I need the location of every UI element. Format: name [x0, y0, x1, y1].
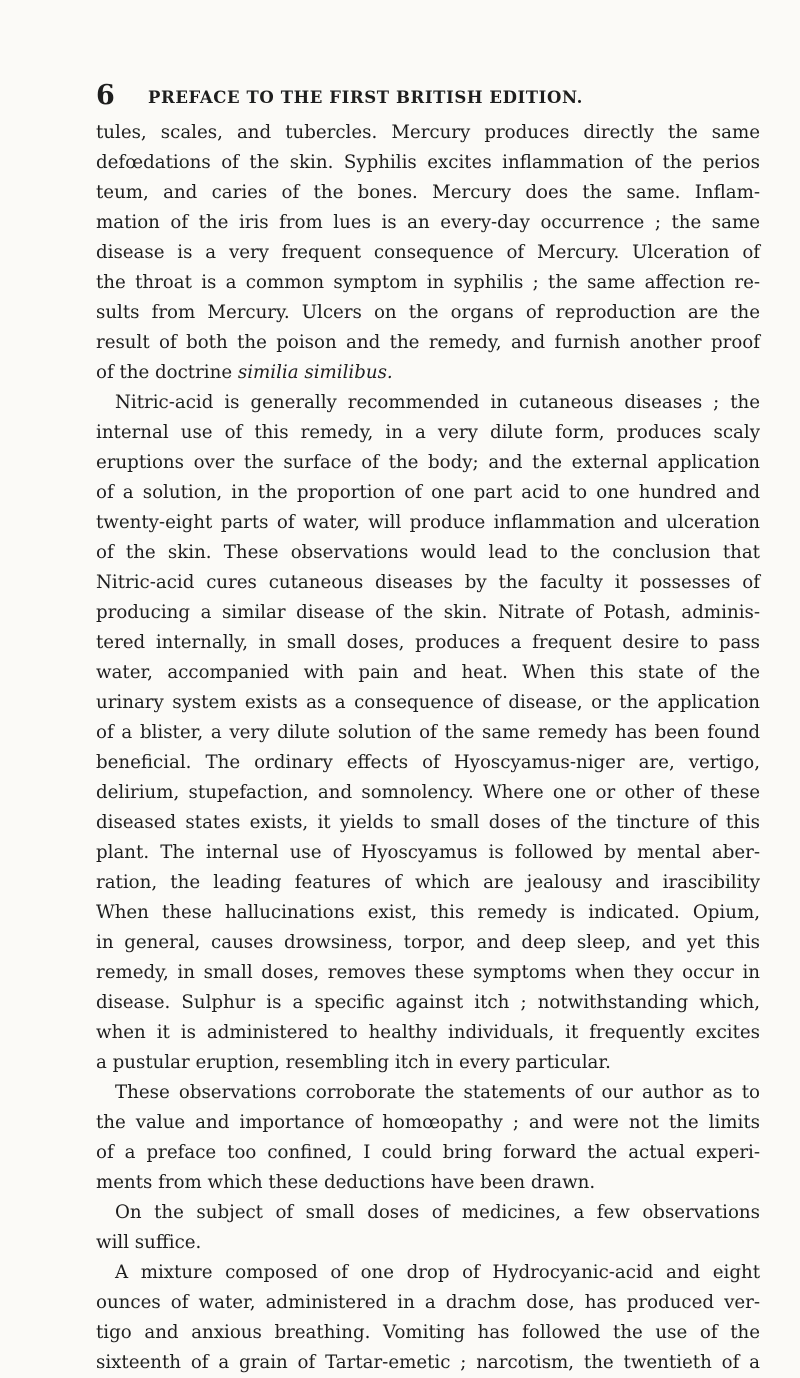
text-line: of a preface too confined, I could bring forward the actual experi- [96, 1142, 760, 1163]
italic-phrase: similia similibus. [237, 362, 393, 383]
text-line: sults from Mercury. Ulcers on the organs of reproduction are the [96, 302, 760, 323]
text-line: When these hallucinations exist, this remedy is indicated. Opium, [96, 902, 760, 923]
page-body [96, 118, 760, 1378]
text-line: will suffice. [96, 1232, 202, 1253]
text-line: disease is a very frequent consequence of Mercury. Ulceration of [96, 242, 760, 263]
text-line: ounces of water, administered in a drachm dose, has produced ver- [96, 1292, 760, 1313]
text-line: eruptions over the surface of the body; and the external application [96, 452, 760, 473]
paragraph-first-line: Nitric-acid is generally recommended in cutaneous diseases ; the [115, 392, 760, 413]
text-line: mation of the iris from lues is an every-day occurrence ; the same [96, 212, 760, 233]
text-line: ments from which these deductions have been drawn. [96, 1172, 596, 1193]
text-line: diseased states exists, it yields to small doses of the tincture of this [96, 812, 760, 833]
text-line: result of both the poison and the remedy, and furnish another proof [96, 332, 760, 353]
text-line: ration, the leading features of which are jealousy and irascibility [96, 872, 760, 893]
text-line: of a solution, in the proportion of one part acid to one hundred and [96, 482, 760, 503]
text-line: tered internally, in small doses, produces a frequent desire to pass [96, 632, 760, 653]
text-line: urinary system exists as a consequence of disease, or the application [96, 692, 760, 713]
text-line: sixteenth of a grain of Tartar-emetic ; narcotism, the twentieth of a [96, 1352, 760, 1373]
page-number: 6 [96, 80, 115, 111]
text-line: Nitric-acid cures cutaneous diseases by the faculty it possesses of [96, 572, 760, 593]
text-line: delirium, stupefaction, and somnolency. Where one or other of these [96, 782, 760, 803]
text-line: producing a similar disease of the skin. Nitrate of Potash, adminis- [96, 602, 760, 623]
text-line: the value and importance of homœopathy ; and were not the limits [96, 1112, 760, 1133]
paragraph-first-line: A mixture composed of one drop of Hydrocyanic-acid and eight [115, 1262, 760, 1283]
text-line: beneficial. The ordinary effects of Hyoscyamus-niger are, vertigo, [96, 752, 760, 773]
text-line [96, 358, 760, 388]
text-line: remedy, in small doses, removes these symptoms when they occur in [96, 962, 760, 983]
text-line: defœdations of the skin. Syphilis excites inflammation of the perios [96, 152, 760, 173]
text-line: disease. Sulphur is a specific against itch ; notwithstanding which, [96, 992, 760, 1013]
text-line: a pustular eruption, resembling itch in every particular. [96, 1052, 611, 1073]
paragraph-first-line: On the subject of small doses of medicines, a few observations [115, 1202, 760, 1223]
text-line: in general, causes drowsiness, torpor, and deep sleep, and yet this [96, 932, 760, 953]
text-line: of a blister, a very dilute solution of the same remedy has been found [96, 722, 760, 743]
page-header [96, 80, 760, 112]
running-title: PREFACE TO THE FIRST BRITISH EDITION. [148, 88, 583, 107]
text-line: tules, scales, and tubercles. Mercury produces directly the same [96, 122, 760, 143]
paragraph-first-line: These observations corroborate the statements of our author as to [115, 1082, 760, 1103]
text-line: plant. The internal use of Hyoscyamus is followed by mental aber- [96, 842, 760, 863]
text-line: teum, and caries of the bones. Mercury does the same. Inflam- [96, 182, 760, 203]
text-segment: of the doctrine [96, 362, 233, 383]
text-line: twenty-eight parts of water, will produce inflammation and ulceration [96, 512, 760, 533]
text-line: water, accompanied with pain and heat. When this state of the [96, 662, 760, 683]
text-line: when it is administered to healthy individuals, it frequently excites [96, 1022, 760, 1043]
text-line: tigo and anxious breathing. Vomiting has followed the use of the [96, 1322, 760, 1343]
text-line: the throat is a common symptom in syphilis ; the same affection re- [96, 272, 760, 293]
text-line: of the skin. These observations would lead to the conclusion that [96, 542, 760, 563]
text-line: internal use of this remedy, in a very dilute form, produces scaly [96, 422, 760, 443]
